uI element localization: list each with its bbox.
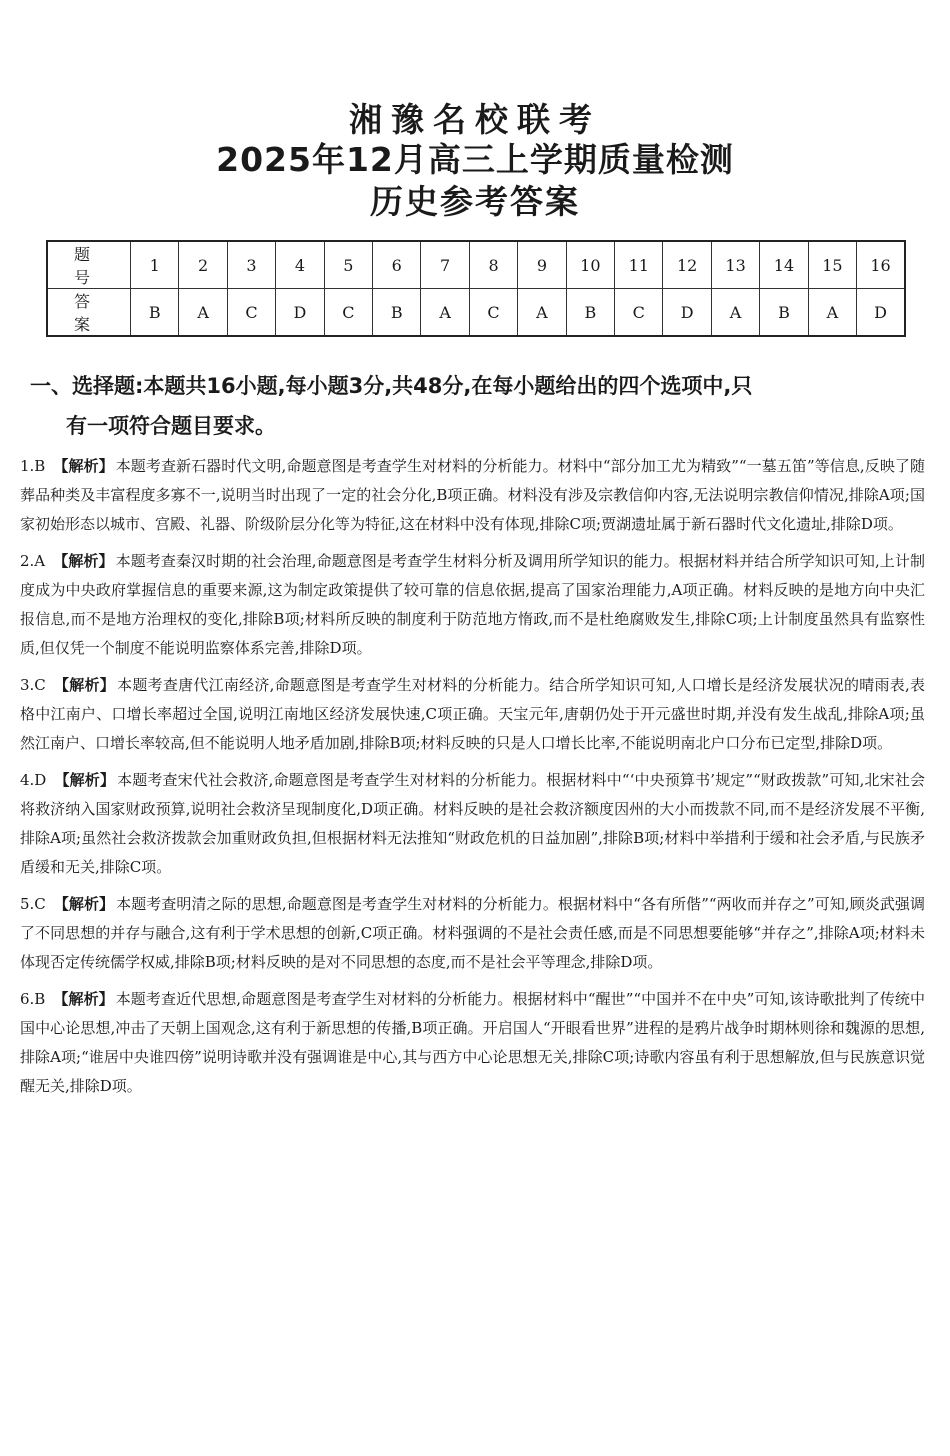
question-number-cell: 6 xyxy=(373,241,421,289)
answer-cell: D xyxy=(663,289,711,337)
question-number-cell: 13 xyxy=(711,241,759,289)
question-number-cell: 5 xyxy=(324,241,372,289)
explanation-list xyxy=(20,452,925,1387)
question-number-cell: 4 xyxy=(276,241,324,289)
analysis-tag: 【解析】 xyxy=(54,771,116,789)
item-text: 本题考查唐代江南经济,命题意图是考查学生对材料的分析能力。结合所学知识可知,人口增长是经济发展状况的晴雨表,表格中江南户、口增长率超过全国,说明江南地区经济发展快速,C项正确。天宝元年,唐朝仍处于开元盛世时期,并没有发生战乱,排除A项;虽然江南户、口增长率较高,但不能说明人地矛盾加剧,排除B项;材料反映的只是人口增长比率,不能说明南北户口分布已定型,排除D项。 xyxy=(20,676,925,752)
subject-title: 历史参考答案 xyxy=(370,182,580,221)
analysis-tag: 【解析】 xyxy=(53,990,114,1008)
question-number-cell: 7 xyxy=(421,241,469,289)
item-number: 5.C xyxy=(20,895,46,913)
answer-cell: D xyxy=(276,289,324,337)
explanation-item xyxy=(20,985,925,1101)
item-text: 本题考查明清之际的思想,命题意图是考查学生对材料的分析能力。根据材料中“各有所偕”“两收而并存之”可知,顾炎武强调了不同思想的并存与融合,这有利于学术思想的创新,C项正确。材料强调的不是社会责任感,而是不同思想要能够“并存之”,排除A项;材料未体现否定传统儒学权威,排除B项;材料反映的是对不同思想的态度,而不是社会平等理念,排除D项。 xyxy=(20,895,925,971)
analysis-tag: 【解析】 xyxy=(53,552,114,570)
answer-cell: B xyxy=(566,289,614,337)
explanation-item xyxy=(20,547,925,663)
question-number-cell: 15 xyxy=(808,241,856,289)
item-text: 本题考查新石器时代文明,命题意图是考查学生对材料的分析能力。材料中“部分加工尤为精致”“一墓五笛”等信息,反映了随葬品种类及丰富程度多寡不一,说明当时出现了一定的社会分化,B项正确。材料没有涉及宗教信仰内容,无法说明宗教信仰情况,排除A项;国家初始形态以城市、宫殿、礼器、阶级阶层分化等为特征,这在材料中没有体现,排除C项;贾湖遗址属于新石器时代文化遗址,排除D项。 xyxy=(20,457,925,533)
question-number-cell: 10 xyxy=(566,241,614,289)
answer-cell: A xyxy=(179,289,227,337)
question-number-cell: 8 xyxy=(469,241,517,289)
answer-cell: C xyxy=(469,289,517,337)
item-number: 6.B xyxy=(20,990,46,1008)
section-heading-line1: 一、选择题:本题共16小题,每小题3分,共48分,在每小题给出的四个选项中,只 xyxy=(30,374,753,398)
answer-cell: A xyxy=(421,289,469,337)
question-number-row xyxy=(47,241,905,289)
answer-cell: A xyxy=(808,289,856,337)
explanation-item xyxy=(20,452,925,539)
answer-cell: A xyxy=(711,289,759,337)
explanation-item xyxy=(20,766,925,882)
question-number-cell: 12 xyxy=(663,241,711,289)
answer-cell: C xyxy=(615,289,663,337)
section-heading-line2: 有一项符合题目要求。 xyxy=(66,414,276,438)
explanation-item xyxy=(20,890,925,977)
section-heading xyxy=(30,366,925,446)
item-text: 本题考查秦汉时期的社会治理,命题意图是考查学生材料分析及调用所学知识的能力。根据材料并结合所学知识可知,上计制度成为中央政府掌握信息的重要来源,这为制定政策提供了较可靠的信息依据,提高了国家治理能力,A项正确。材料反映的是地方向中央汇报信息,而不是地方治理权的变化,排除B项;材料所反映的制度利于防范地方惰政,而不是杜绝腐败发生,排除C项;上计制度虽然具有监察性质,但仅凭一个制度不能说明监察体系完善,排除D项。 xyxy=(20,552,925,657)
exam-name-title: 2025年12月高三上学期质量检测 xyxy=(216,140,734,179)
analysis-tag: 【解析】 xyxy=(53,457,114,475)
question-number-cell: 16 xyxy=(857,241,905,289)
answer-cell: B xyxy=(760,289,808,337)
analysis-tag: 【解析】 xyxy=(53,895,115,913)
answer-row xyxy=(47,289,905,337)
question-number-cell: 14 xyxy=(760,241,808,289)
exam-org-title: 湘豫名校联考 xyxy=(349,100,601,139)
item-number: 3.C xyxy=(20,676,46,694)
item-number: 1.B xyxy=(20,457,46,475)
question-number-cell: 3 xyxy=(227,241,275,289)
item-text: 本题考查近代思想,命题意图是考查学生对材料的分析能力。根据材料中“醒世”“中国并不在中央”可知,该诗歌批判了传统中国中心论思想,冲击了天朝上国观念,这有利于新思想的传播,B项正确。开启国人“开眼看世界”进程的是鸦片战争时期林则徐和魏源的思想,排除A项;“谁居中央谁四傍”说明诗歌并没有强调谁是中心,其与西方中心论思想无关,排除C项;诗歌内容虽有利于思想解放,但与民族意识觉醒无关,排除D项。 xyxy=(20,990,925,1095)
item-text: 本题考查宋代社会救济,命题意图是考查学生对材料的分析能力。根据材料中“‘中央预算书’规定”“财政拨款”可知,北宋社会将救济纳入国家财政预算,说明社会救济呈现制度化,D项正确。材料反映的是社会救济额度因州的大小而拨款不同,而不是经济发展不平衡,排除A项;虽然社会救济拨款会加重财政负担,但根据材料无法推知“财政危机的日益加剧”,排除B项;材料中举措利于缓和社会矛盾,与民族矛盾缓和无关,排除C项。 xyxy=(20,771,925,876)
answer-table xyxy=(46,240,906,337)
answer-cell: C xyxy=(324,289,372,337)
question-number-cell: 11 xyxy=(615,241,663,289)
answer-cell: B xyxy=(131,289,179,337)
answer-cell: B xyxy=(373,289,421,337)
question-number-header: 题 号 xyxy=(47,241,131,289)
explanation-item xyxy=(20,671,925,758)
answer-header: 答 案 xyxy=(47,289,131,337)
title-block xyxy=(0,100,950,224)
item-number: 2.A xyxy=(20,552,46,570)
answer-cell: C xyxy=(227,289,275,337)
answer-cell: D xyxy=(857,289,905,337)
analysis-tag: 【解析】 xyxy=(53,676,116,694)
question-number-cell: 9 xyxy=(518,241,566,289)
question-number-cell: 1 xyxy=(131,241,179,289)
item-number: 4.D xyxy=(20,771,47,789)
question-number-cell: 2 xyxy=(179,241,227,289)
answer-cell: A xyxy=(518,289,566,337)
